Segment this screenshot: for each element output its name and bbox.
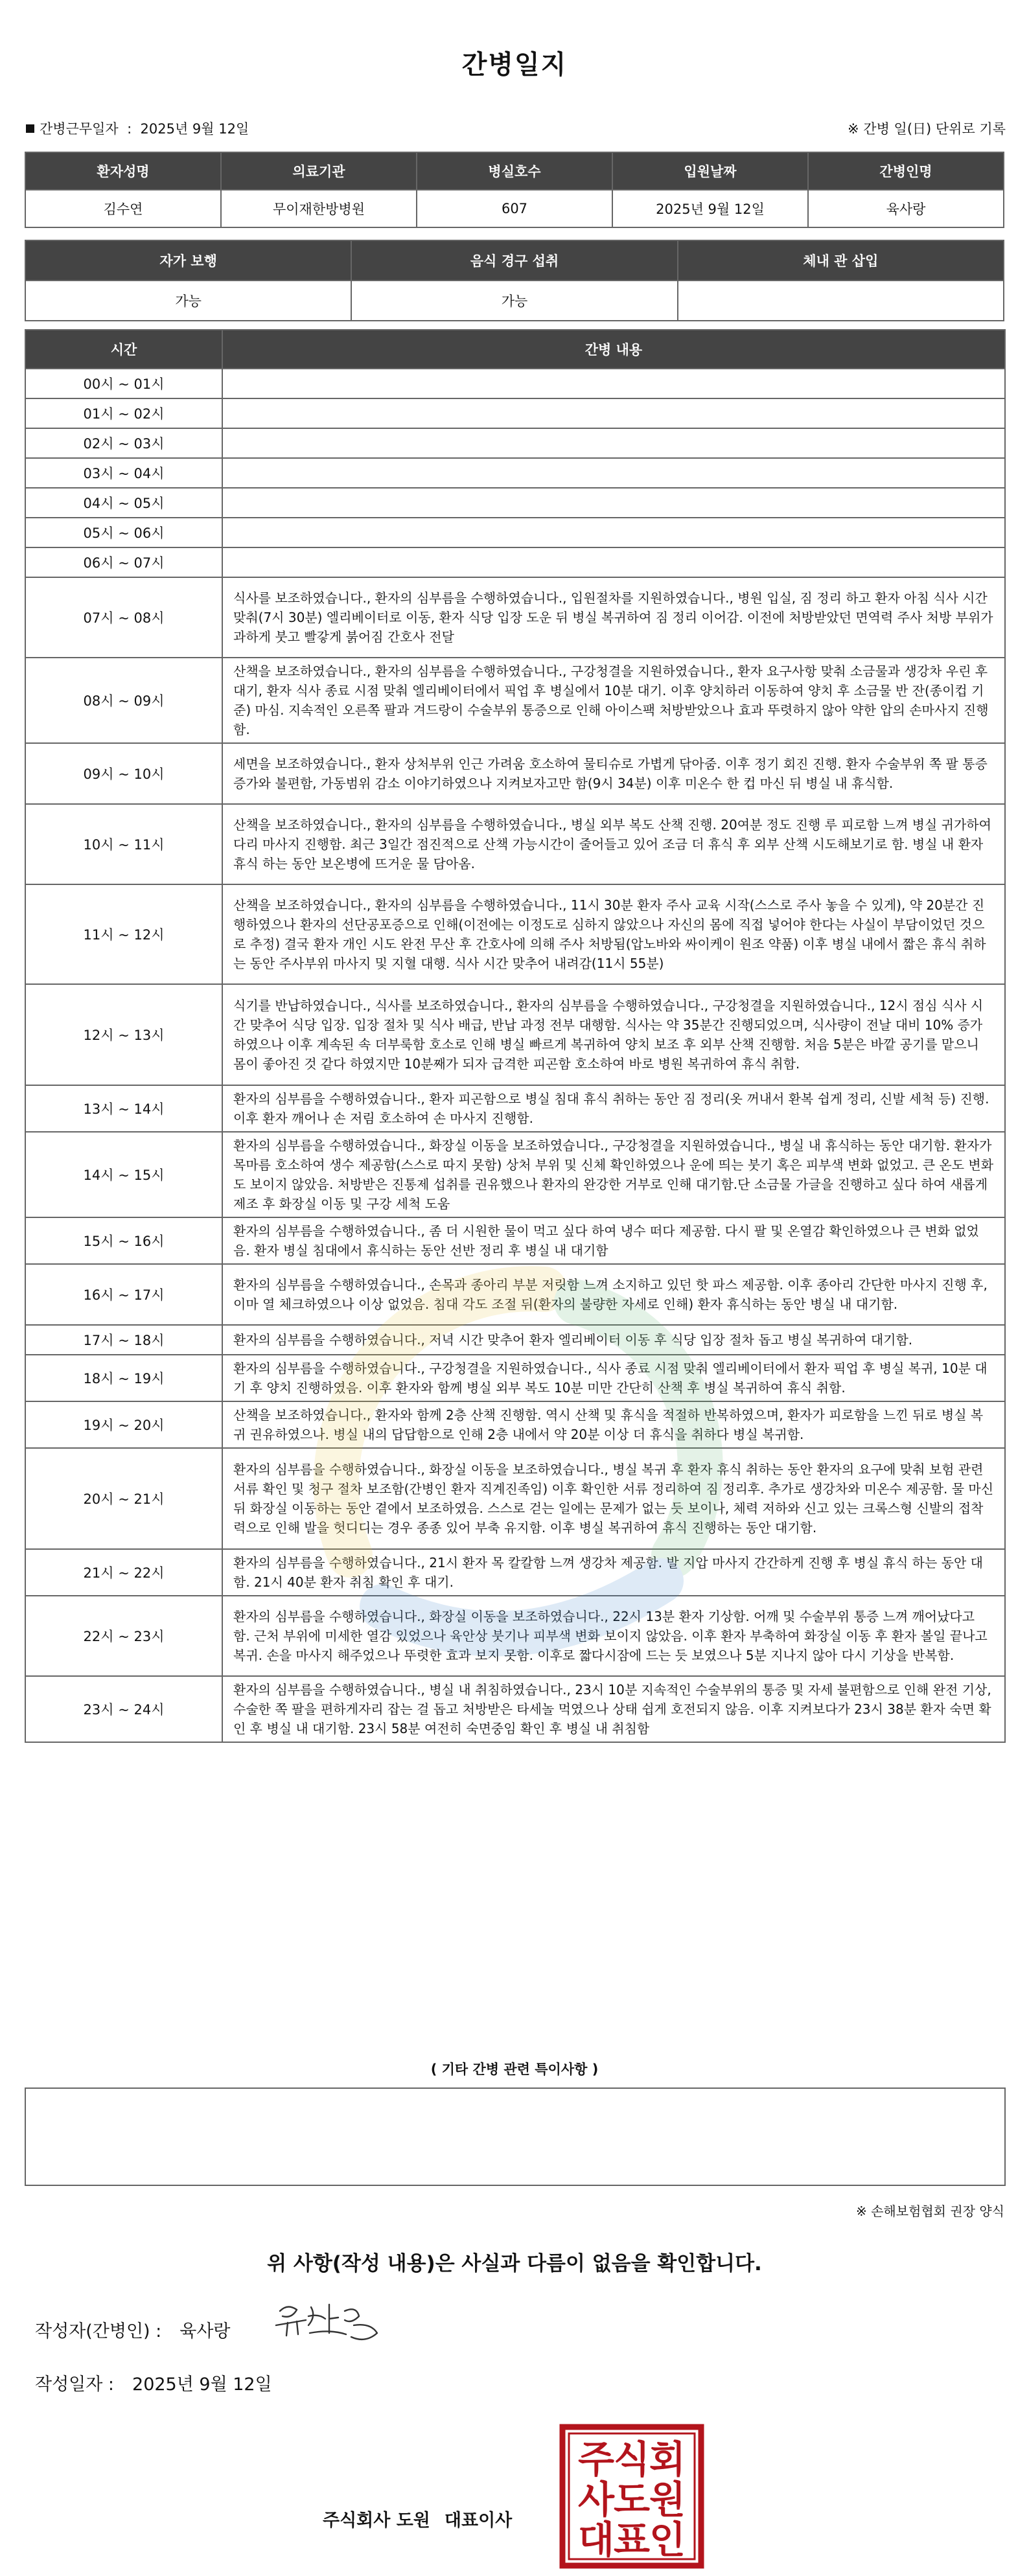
log-time: 00시 ~ 01시 [25,369,222,398]
log-time: 05시 ~ 06시 [25,518,222,547]
special-notes-label: ( 기타 간병 관련 특이사항 ) [430,2062,599,2077]
log-time: 23시 ~ 24시 [25,1676,222,1742]
care-content-header: 간병 내용 [222,330,1005,369]
care-log-table [25,329,1006,1743]
oral-intake-value: 가능 [351,281,677,321]
svg-text:도: 도 [613,2478,651,2522]
log-row [25,804,1005,884]
log-row [25,518,1005,547]
log-content: 환자의 심부름을 수행하였습니다., 21시 환자 목 칼칼함 느껴 생강차 제공함. 발 지압 마사지 간간하게 진행 후 병실 휴식 하는 동안 대함. 21시 40분 환자 취침 확인 후 대기. [222,1549,1005,1596]
writer-name: 육사랑 [179,2321,231,2341]
log-time: 14시 ~ 15시 [25,1132,222,1217]
written-date: 2025년 9월 12일 [132,2375,272,2395]
log-time: 12시 ~ 13시 [25,984,222,1085]
log-content: 식기를 반납하였습니다., 식사를 보조하였습니다., 환자의 심부름을 수행하였습니다., 구강청결을 지원하였습니다., 12시 점심 식사 시간 맞추어 식당 입장. 입장 절차 및 식사 배급, 반납 과정 전부 대행함. 식사는 약 35분간 진행되었으며, 식사량이 전날 대비 10% 증가하였으나 이후 계속된 속 더부룩함 호소로 인해 병실 빠르게 복귀하여 양치 보조 후 외부 산책 진행함. 처음 5분은 바깥 공기를 맡으니 몸이 좋아진 것 같다 하였지만 10분째가 되자 급격한 피곤함 호소하여 바로 병원 복귀하여 휴식 취함. [222,984,1005,1085]
log-row [25,547,1005,577]
patient-info-value-row [25,190,1004,227]
log-content: 환자의 심부름을 수행하였습니다., 화장실 이동을 보조하였습니다., 병실 복귀 후 환자 휴식 취하는 동안 환자의 요구에 맞춰 보험 관련 서류 확인 및 청구 절차 보조함(간병인 환자 직계진족임) 이후 확인한 서류 정리하여 짐 정리후. 추가로 생강차와 미온수 제공함. 물 마신 뒤 화장실 이동하는 동안 곁에서 보조하였음. 스스로 걷는 일에는 문제가 없는 듯 보이나, 체력 저하와 신고 있는 크록스형 신발의 접착력으로 인해 발을 헛디디는 경우 종종 있어 부축 유지함. 이후 병실 복귀하여 휴식 진행하는 동안 대기함. [222,1448,1005,1549]
page-title: 간병일지 [461,50,568,80]
self-walking-value: 가능 [25,281,351,321]
special-notes-box [25,2087,1006,2186]
log-time: 13시 ~ 14시 [25,1085,222,1132]
admission-date-header: 입원날짜 [612,152,808,190]
writer-label: 작성자(간병인) : [35,2321,162,2341]
log-content: 환자의 심부름을 수행하였습니다., 저녁 시간 맞추어 환자 엘리베이터 이동 후 식당 입장 절차 돕고 병실 복귀하여 대기함. [222,1325,1005,1355]
log-time: 07시 ~ 08시 [25,577,222,658]
confirmation-statement: 위 사항(작성 내용)은 사실과 다름이 없음을 확인합니다. [267,2252,762,2275]
daily-record-note: ※ 간병 일(日) 단위로 기록 [848,121,1006,137]
room-number: 607 [417,190,612,227]
svg-text:사: 사 [577,2478,615,2522]
care-log-header-row [25,330,1005,369]
log-content: 환자의 심부름을 수행하였습니다., 환자 피곤함으로 병실 침대 휴식 취하는 동안 짐 정리(옷 꺼내서 환복 쉽게 정리, 신발 세척 등) 진행. 이후 환자 깨어나 손 저림 호소하여 손 마사지 진행함. [222,1085,1005,1132]
patient-status-value-row [25,281,1004,321]
log-time: 18시 ~ 19시 [25,1355,222,1401]
log-row [25,1325,1005,1355]
work-date [26,119,249,138]
log-time: 03시 ~ 04시 [25,458,222,488]
log-time: 08시 ~ 09시 [25,658,222,743]
log-row [25,1448,1005,1549]
log-content [222,518,1005,547]
log-time: 16시 ~ 17시 [25,1264,222,1325]
work-date-value: 2025년 9월 12일 [140,121,249,137]
ceo-title: 대표이사 [444,2511,513,2531]
log-content: 환자의 심부름을 수행하였습니다., 화장실 이동을 보조하였습니다., 22시 13분 환자 기상함. 어깨 및 수술부위 통증 느껴 깨어났다고 함. 근처 부위에 미세한 열감 있었으나 육안상 붓기나 피부색 변화 보이지 않았음. 이후 환자 부축하여 화장실 이동 후 환자 볼일 끝나고 복귀. 손을 마사지 해주었으나 뚜렷한 효과 보지 못함. 이후로 짧다시잠에 드는 듯 보였으나 5분 지나지 않아 다시 기상을 반복함. [222,1596,1005,1676]
log-row [25,1085,1005,1132]
log-time: 22시 ~ 23시 [25,1596,222,1676]
log-time: 11시 ~ 12시 [25,884,222,984]
svg-text:표: 표 [613,2518,651,2562]
log-content [222,458,1005,488]
log-content: 세면을 보조하였습니다., 환자 상처부위 인근 가려움 호소하여 물티슈로 가볍게 닦아줌. 이후 정기 회진 진행. 환자 수술부위 쪽 팔 통증 증가와 불편함, 가동범위 감소 이야기하였으나 지켜보자고만 함(9시 34분) 이후 미온수 한 컵 마신 뒤 병실 내 휴식함. [222,743,1005,804]
caregiver-name-header: 간병인명 [808,152,1004,190]
log-row [25,1264,1005,1325]
log-time: 15시 ~ 16시 [25,1217,222,1264]
admission-date: 2025년 9월 12일 [612,190,808,227]
log-row [25,1217,1005,1264]
time-header: 시간 [25,330,222,369]
log-row [25,1401,1005,1448]
svg-text:식: 식 [613,2437,651,2481]
log-row [25,1355,1005,1401]
work-date-separator: : [127,121,132,137]
oral-intake-header: 음식 경구 섭취 [351,240,677,281]
patient-status-header-row [25,240,1004,281]
log-content: 식사를 보조하였습니다., 환자의 심부름을 수행하였습니다., 입원절차를 지원하였습니다., 병원 입실, 짐 정리 하고 환자 아침 식사 시간 맞춰(7시 30분) 엘리베이터로 이동, 환자 식당 입장 도운 뒤 병실 복귀하여 짐 정리 이어감. 이전에 처방받았던 면역력 주사 처방 부위가 과하게 붓고 빨갛게 붉어짐 간호사 전달 [222,577,1005,658]
log-row [25,743,1005,804]
log-content: 환자의 심부름을 수행하였습니다., 구강청결을 지원하였습니다., 식사 종료 시점 맞춰 엘리베이터에서 환자 픽업 후 병실 복귀, 10분 대기 후 양치 진행하였음. 이후 환자와 함께 병실 외부 복도 10분 미만 간단히 산책 후 병실 복귀하여 휴식 취함. [222,1355,1005,1401]
log-content [222,398,1005,428]
log-row [25,1132,1005,1217]
care-log-body [25,369,1005,1742]
log-time: 04시 ~ 05시 [25,488,222,518]
company-name: 주식회사 도원 [323,2511,430,2531]
log-row [25,884,1005,984]
log-row [25,1676,1005,1742]
log-time: 20시 ~ 21시 [25,1448,222,1549]
writer-line [35,2317,231,2342]
log-content [222,428,1005,458]
log-time: 06시 ~ 07시 [25,547,222,577]
log-time: 17시 ~ 18시 [25,1325,222,1355]
log-time: 21시 ~ 22시 [25,1549,222,1596]
log-time: 19시 ~ 20시 [25,1401,222,1448]
log-row [25,984,1005,1085]
log-time: 02시 ~ 03시 [25,428,222,458]
tube-insertion-header: 체내 관 삽입 [678,240,1004,281]
hospital-header: 의료기관 [221,152,417,190]
log-row [25,428,1005,458]
bullet-square-icon [26,124,34,133]
log-content: 산책을 보조하였습니다., 환자와 함께 2층 산책 진행함. 역시 산책 및 휴식을 적절하 반복하였으며, 환자가 피로함을 느낀 뒤로 병실 복귀 권유하였으나. 병실 내의 답답함으로 인해 2층 내에서 약 20분 이상 더 휴식을 취하다 병실 복귀함. [222,1401,1005,1448]
log-row [25,577,1005,658]
self-walking-header: 자가 보행 [25,240,351,281]
log-content: 산책을 보조하였습니다., 환자의 심부름을 수행하였습니다., 구강청결을 지원하였습니다., 환자 요구사항 맞춰 소금물과 생강차 우린 후 대기, 환자 식사 종료 시점 맞춰 엘리베이터에서 픽업 후 병실에서 10분 대기. 이후 양치하러 이동하여 양치 후 소금물 반 잔(종이컵 기준) 마심. 지속적인 오른쪽 팔과 겨드랑이 수술부위 통증으로 인해 아이스팩 처방받았으나 효과 뚜렷하지 않아 약한 압의 손마사지 진행함. [222,658,1005,743]
log-content: 환자의 심부름을 수행하였습니다., 화장실 이동을 보조하였습니다., 구강청결을 지원하였습니다., 병실 내 휴식하는 동안 대기함. 환자가 목마름 호소하여 생수 제공함(스스로 따지 못함) 상처 부위 및 신체 확인하였으나 운에 띄는 붓기 혹은 피부색 변화 없었고. 큰 온도 변화도 보이지 않았음. 처방받은 진통제 섭취를 권유했으나 환자의 완강한 거부로 인해 대기함.단 소금물 가글을 진행하고 싶다 하여 새롭게 제조 후 화장실 이동 및 구강 세척 도움 [222,1132,1005,1217]
svg-text:회: 회 [649,2437,686,2481]
log-row [25,1549,1005,1596]
tube-insertion-value [678,281,1004,321]
log-row [25,398,1005,428]
company-line [323,2506,512,2531]
patient-info-table [25,152,1004,228]
patient-info-header-row [25,152,1004,190]
patient-status-table [25,240,1004,321]
log-content: 환자의 심부름을 수행하였습니다., 병실 내 취침하였습니다., 23시 10분 지속적인 수술부위의 통증 및 자세 불편함으로 인해 완전 기상, 수술한 쪽 팔을 편하게자리 잡는 걸 돕고 처방받은 타세놀 먹였으나 상태 쉽게 호전되지 않음. 이후 지켜보다가 23시 38분 환자 숙면 확인 후 병실 내 대기함. 23시 58분 여전히 숙면중임 확인 후 병실 내 취침함 [222,1676,1005,1742]
work-date-label: 간병근무일자 [40,121,119,137]
written-date-line [35,2370,272,2395]
svg-text:대: 대 [577,2518,615,2562]
room-number-header: 병실호수 [417,152,612,190]
association-note: ※ 손해보험협회 권장 양식 [855,2203,1004,2219]
log-row [25,1596,1005,1676]
hospital-name: 무이재한방병원 [221,190,417,227]
log-row [25,458,1005,488]
log-content: 산책을 보조하였습니다., 환자의 심부름을 수행하였습니다., 병실 외부 복도 산책 진행. 20여분 정도 진행 루 피로함 느껴 병실 귀가하여 다리 마사지 진행함. 최근 3일간 점진적으로 산책 가능시간이 줄어들고 있어 조금 더 휴식 후 외부 산책 시도해보기로 함. 병실 내 환자 휴식 하는 동안 보온병에 뜨거운 물 담아옴. [222,804,1005,884]
handwritten-signature [268,2297,385,2349]
log-content [222,547,1005,577]
written-date-label: 작성일자 : [35,2375,115,2395]
svg-text:주: 주 [577,2437,615,2481]
log-content: 환자의 심부름을 수행하였습니다., 좀 더 시원한 물이 먹고 싶다 하여 냉수 떠다 제공함. 다시 팔 및 온열감 확인하였으나 큰 변화 없었음. 환자 병실 침대에서 휴식하는 동안 선반 정리 후 병실 내 대기함 [222,1217,1005,1264]
patient-name: 김수연 [25,190,221,227]
company-seal-stamp [559,2423,705,2570]
log-row [25,488,1005,518]
log-content: 산책을 보조하였습니다., 환자의 심부름을 수행하였습니다., 11시 30분 환자 주사 교육 시작(스스로 주사 놓을 수 있게), 약 20분간 진행하였으나 환자의 선단공포증으로 인해(이전에는 이정도로 심하지 않았으나 자신의 몸에 직접 넣어야 한다는 사실이 부담이었던 것으로 추정) 결국 환자 개인 시도 완전 무산 후 간호사에 의해 주사 처방됨(압노바와 싸이케이 원조 약품) 이후 병실 내에서 짧은 휴식 취하는 동안 주사부위 마사지 및 지혈 대행. 식사 시간 맞추어 내려감(11시 55분) [222,884,1005,984]
log-content [222,488,1005,518]
caregiver-name: 육사랑 [808,190,1004,227]
log-row [25,369,1005,398]
svg-text:원: 원 [649,2478,686,2522]
log-time: 10시 ~ 11시 [25,804,222,884]
log-content [222,369,1005,398]
log-time: 01시 ~ 02시 [25,398,222,428]
log-content: 환자의 심부름을 수행하였습니다., 손목과 종아리 부분 저릿함 느껴 소지하고 있던 핫 파스 제공함. 이후 종아리 간단한 마사지 진행 후, 이마 열 체크하였으나 이상 없었음. 침대 각도 조절 뒤(환자의 불량한 자세로 인해) 환자 휴식하는 동안 병실 내 대기함. [222,1264,1005,1325]
log-time: 09시 ~ 10시 [25,743,222,804]
patient-name-header: 환자성명 [25,152,221,190]
svg-text:인: 인 [649,2518,686,2562]
log-row [25,658,1005,743]
